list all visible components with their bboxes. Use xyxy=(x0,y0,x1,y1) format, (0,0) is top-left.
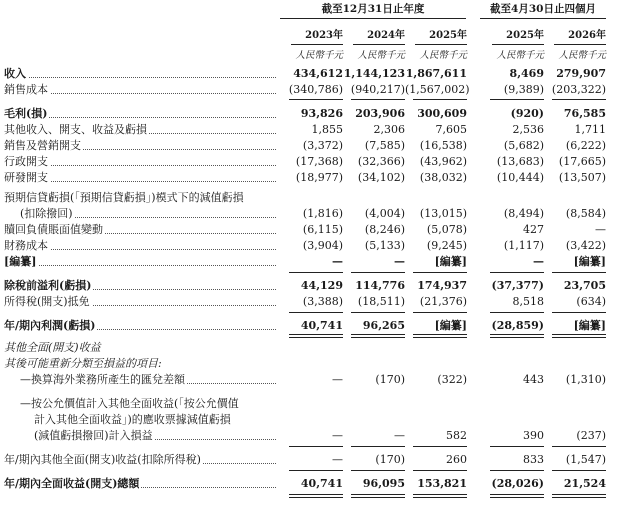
cell-value: 174,937 xyxy=(417,279,467,292)
cell-value: (8,584) xyxy=(565,207,606,220)
table-row xyxy=(0,122,618,138)
table-row xyxy=(0,106,618,122)
cell-value: [編纂] xyxy=(434,255,467,268)
cell-value: (28,859) xyxy=(491,319,544,332)
cell-value: (17,368) xyxy=(295,155,343,168)
row-label-text: 贖回負債賬面值變動 xyxy=(4,223,103,236)
subtotal-rule xyxy=(289,446,343,447)
subtotal-rule xyxy=(490,470,544,471)
row-label-text: 銷售成本 xyxy=(4,83,48,96)
cell-value: 390 xyxy=(523,429,544,442)
total-double-rule xyxy=(490,334,544,338)
cell-value: 23,705 xyxy=(563,279,606,292)
table-row xyxy=(0,318,618,334)
row-label-text: 年/期內全面收益(開支)總額 xyxy=(4,477,140,490)
cell-value: (340,786) xyxy=(288,83,343,96)
row-label xyxy=(4,278,93,294)
cell-value: 21,524 xyxy=(563,477,606,490)
column-unit: 人民幣千元 xyxy=(295,50,343,61)
table-row xyxy=(0,238,618,254)
cell-value: (203,322) xyxy=(551,83,606,96)
cell-value: (6,222) xyxy=(565,139,606,152)
cell-value: (34,102) xyxy=(357,171,405,184)
cell-value: (43,962) xyxy=(419,155,467,168)
cell-value: (170) xyxy=(375,373,405,386)
row-label xyxy=(4,294,92,310)
row-label xyxy=(4,122,149,138)
column-year-underline xyxy=(353,44,405,45)
cell-value: 153,821 xyxy=(417,477,467,490)
cell-value: (5,682) xyxy=(503,139,544,152)
cell-value: 833 xyxy=(523,453,544,466)
cell-value: 1,711 xyxy=(574,123,606,136)
cell-value: 300,609 xyxy=(417,107,467,120)
row-label xyxy=(4,190,246,206)
cell-value: (16,538) xyxy=(419,139,467,152)
row-label xyxy=(4,82,50,98)
column-year-underline xyxy=(415,44,467,45)
cell-value: (5,133) xyxy=(364,239,405,252)
cell-value: 1,867,611 xyxy=(405,67,467,80)
subtotal-rule xyxy=(413,99,467,100)
group-underline-year-end xyxy=(280,18,466,19)
total-double-rule xyxy=(351,494,405,498)
cell-value: (8,494) xyxy=(503,207,544,220)
subtotal-rule xyxy=(351,446,405,447)
cell-value: (940,217) xyxy=(350,83,405,96)
row-label-text: 銷售及營銷開支 xyxy=(4,139,81,152)
group-header-four-months: 截至4月30日止四個月 xyxy=(490,3,596,15)
total-double-rule xyxy=(552,334,606,338)
cell-value: (634) xyxy=(576,295,606,308)
cell-value: 279,907 xyxy=(556,67,606,80)
cell-value: (32,366) xyxy=(357,155,405,168)
total-double-rule xyxy=(552,494,606,498)
dot-leader xyxy=(4,265,276,266)
cell-value: (1,547) xyxy=(565,453,606,466)
row-label-text: (扣除撥回) xyxy=(20,207,73,220)
subtotal-rule xyxy=(289,312,343,313)
row-label xyxy=(4,340,103,356)
table-row xyxy=(0,396,618,412)
cell-value: (1,310) xyxy=(565,373,606,386)
cell-value: (13,683) xyxy=(496,155,544,168)
row-label xyxy=(4,254,38,270)
row-label-text: (減值虧損撥回)計入損益 xyxy=(34,429,153,442)
subtotal-rule xyxy=(351,470,405,471)
table-row xyxy=(0,356,618,372)
table-row xyxy=(0,222,618,238)
cell-value: [編纂] xyxy=(573,319,606,332)
group-underline-four-months xyxy=(480,18,606,19)
row-label-text: 其後可能重新分類至損益的項目: xyxy=(4,357,162,370)
table-row xyxy=(0,138,618,154)
cell-value: (920) xyxy=(510,107,544,120)
cell-value: (170) xyxy=(375,453,405,466)
total-double-rule xyxy=(289,334,343,338)
cell-value: 443 xyxy=(523,373,544,386)
row-label xyxy=(4,476,141,492)
row-label-text: 其他收入、開支、收益及虧損 xyxy=(4,123,147,136)
subtotal-rule xyxy=(490,272,544,273)
cell-value: — xyxy=(394,255,405,268)
cell-value: (7,585) xyxy=(364,139,405,152)
cell-value: 114,776 xyxy=(355,279,405,292)
cell-value: (18,511) xyxy=(357,295,405,308)
cell-value: (21,376) xyxy=(419,295,467,308)
row-label-text: 財務成本 xyxy=(4,239,48,252)
cell-value: 1,144,123 xyxy=(343,67,405,80)
subtotal-rule xyxy=(490,99,544,100)
subtotal-rule xyxy=(351,99,405,100)
cell-value: (6,115) xyxy=(302,223,343,236)
column-year-1: 2023年 xyxy=(305,30,343,41)
subtotal-rule xyxy=(552,272,606,273)
cell-value: (322) xyxy=(437,373,467,386)
cell-value: 427 xyxy=(523,223,544,236)
row-label-text: 研發開支 xyxy=(4,171,48,184)
subtotal-rule xyxy=(351,312,405,313)
cell-value: — xyxy=(533,255,544,268)
cell-value: [編纂] xyxy=(573,255,606,268)
cell-value: (28,026) xyxy=(491,477,544,490)
dot-leader xyxy=(4,77,276,78)
cell-value: (3,372) xyxy=(302,139,343,152)
cell-value: 203,906 xyxy=(355,107,405,120)
row-label-text: 除稅前溢利(虧損) xyxy=(4,279,92,292)
table-row xyxy=(0,254,618,270)
row-label-text: 年/期內利潤(虧損) xyxy=(4,319,96,332)
cell-value: 2,306 xyxy=(373,123,405,136)
row-label-text: [編纂] xyxy=(4,255,37,268)
column-year-underline xyxy=(554,44,606,45)
table-row xyxy=(0,294,618,310)
row-label xyxy=(34,428,155,444)
table-row xyxy=(0,82,618,98)
row-label-text: 預期信貸虧損(「預期信貸虧損」)模式下的減值虧損 xyxy=(4,191,244,204)
cell-value: — xyxy=(332,255,343,268)
row-label xyxy=(4,318,97,334)
row-label xyxy=(20,396,241,412)
cell-value: [編纂] xyxy=(434,319,467,332)
row-label-text: 行政開支 xyxy=(4,155,48,168)
table-row xyxy=(0,428,618,444)
subtotal-rule xyxy=(552,312,606,313)
table-row xyxy=(0,190,618,206)
row-label-text: 毛利(損) xyxy=(4,107,48,120)
subtotal-rule xyxy=(490,312,544,313)
cell-value: 40,741 xyxy=(300,319,343,332)
table-row xyxy=(0,452,618,468)
row-label xyxy=(4,138,83,154)
row-label xyxy=(20,206,75,222)
subtotal-rule xyxy=(413,312,467,313)
table-row xyxy=(0,412,618,428)
cell-value: (3,388) xyxy=(302,295,343,308)
row-label xyxy=(4,222,105,238)
row-label-text: 收入 xyxy=(4,67,26,80)
cell-value: 96,265 xyxy=(362,319,405,332)
table-row xyxy=(0,170,618,186)
column-year-4: 2025年 xyxy=(506,30,544,41)
subtotal-rule xyxy=(413,446,467,447)
table-row xyxy=(0,372,618,388)
total-double-rule xyxy=(413,494,467,498)
cell-value: 40,741 xyxy=(300,477,343,490)
cell-value: (13,015) xyxy=(419,207,467,220)
row-label-text: 計入其他全面收益」)的應收票據減值虧損 xyxy=(34,413,231,426)
cell-value: (37,377) xyxy=(491,279,544,292)
cell-value: — xyxy=(595,223,606,236)
row-label-text: 其他全面(開支)收益 xyxy=(4,341,101,354)
row-label-text: 年/期內其他全面(開支)收益(扣除所得稅) xyxy=(4,453,201,466)
cell-value: 434,612 xyxy=(293,67,343,80)
column-year-3: 2025年 xyxy=(429,30,467,41)
row-label xyxy=(20,372,187,388)
subtotal-rule xyxy=(490,446,544,447)
cell-value: 93,826 xyxy=(300,107,343,120)
row-label xyxy=(34,412,233,428)
column-unit: 人民幣千元 xyxy=(558,50,606,61)
subtotal-rule xyxy=(413,470,467,471)
column-unit: 人民幣千元 xyxy=(419,50,467,61)
subtotal-rule xyxy=(552,446,606,447)
cell-value: (9,245) xyxy=(426,239,467,252)
cell-value: 8,469 xyxy=(509,67,544,80)
table-row xyxy=(0,278,618,294)
column-year-5: 2026年 xyxy=(568,30,606,41)
table-row xyxy=(0,206,618,222)
total-double-rule xyxy=(413,334,467,338)
cell-value: (18,977) xyxy=(295,171,343,184)
cell-value: — xyxy=(332,373,343,386)
table-row xyxy=(0,154,618,170)
cell-value: (5,078) xyxy=(426,223,467,236)
row-label-text: —按公允價值計入其他全面收益(「按公允價值 xyxy=(20,397,239,410)
cell-value: (3,904) xyxy=(302,239,343,252)
row-label xyxy=(4,66,28,82)
row-label-text: —換算海外業務所產生的匯兌差額 xyxy=(20,373,185,386)
row-label xyxy=(4,356,164,372)
group-header-year-end: 截至12月31日止年度 xyxy=(321,3,425,15)
cell-value: (1,117) xyxy=(503,239,544,252)
subtotal-rule xyxy=(289,99,343,100)
column-year-underline xyxy=(291,44,343,45)
total-double-rule xyxy=(490,494,544,498)
subtotal-rule xyxy=(552,99,606,100)
row-label xyxy=(4,238,50,254)
cell-value: 8,518 xyxy=(512,295,544,308)
cell-value: — xyxy=(332,429,343,442)
cell-value: (8,246) xyxy=(364,223,405,236)
cell-value: 7,605 xyxy=(435,123,467,136)
row-label xyxy=(4,106,49,122)
subtotal-rule xyxy=(351,272,405,273)
cell-value: — xyxy=(394,429,405,442)
subtotal-rule xyxy=(289,470,343,471)
row-label xyxy=(4,154,50,170)
cell-value: (17,665) xyxy=(558,155,606,168)
subtotal-rule xyxy=(289,272,343,273)
row-label xyxy=(4,452,203,468)
cell-value: (10,444) xyxy=(496,171,544,184)
cell-value: (38,032) xyxy=(419,171,467,184)
total-double-rule xyxy=(289,494,343,498)
cell-value: (3,422) xyxy=(565,239,606,252)
cell-value: (1,816) xyxy=(302,207,343,220)
column-unit: 人民幣千元 xyxy=(496,50,544,61)
cell-value: 96,095 xyxy=(362,477,405,490)
cell-value: (1,567,002) xyxy=(405,83,470,96)
column-year-underline xyxy=(492,44,544,45)
cell-value: 2,536 xyxy=(512,123,544,136)
table-row xyxy=(0,340,618,356)
subtotal-rule xyxy=(413,272,467,273)
table-row xyxy=(0,66,618,82)
cell-value: 44,129 xyxy=(300,279,343,292)
cell-value: (4,004) xyxy=(364,207,405,220)
cell-value: 1,855 xyxy=(311,123,343,136)
column-year-2: 2024年 xyxy=(367,30,405,41)
cell-value: 76,585 xyxy=(563,107,606,120)
cell-value: — xyxy=(332,453,343,466)
subtotal-rule xyxy=(552,470,606,471)
cell-value: 260 xyxy=(446,453,467,466)
cell-value: (237) xyxy=(576,429,606,442)
total-double-rule xyxy=(351,334,405,338)
cell-value: (9,389) xyxy=(503,83,544,96)
cell-value: (13,507) xyxy=(558,171,606,184)
column-unit: 人民幣千元 xyxy=(357,50,405,61)
table-row xyxy=(0,476,618,492)
row-label xyxy=(4,170,50,186)
row-label-text: 所得稅(開支)抵免 xyxy=(4,295,90,308)
cell-value: 582 xyxy=(446,429,467,442)
